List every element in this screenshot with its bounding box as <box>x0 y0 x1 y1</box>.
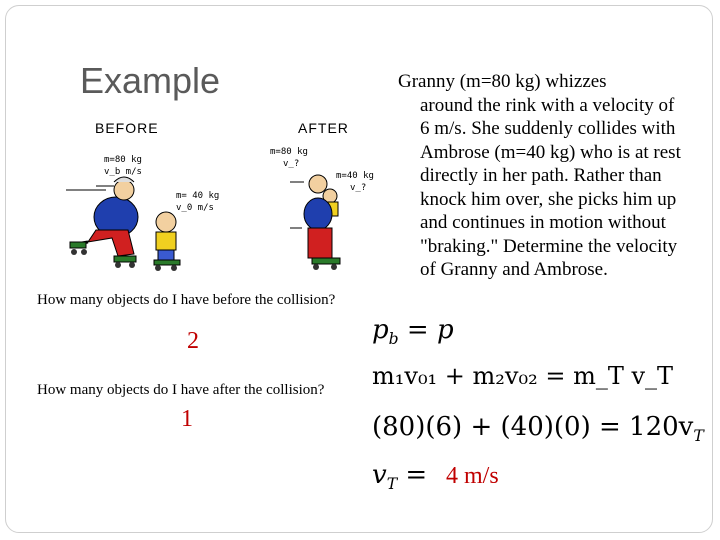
eq4-lhs: v <box>372 460 387 490</box>
granny-skating-illustration <box>66 172 196 272</box>
substituted-equation <box>372 412 704 445</box>
eq4-sub: T <box>386 475 398 494</box>
slide-title: Example <box>80 60 221 101</box>
after-label: AFTER <box>298 120 349 136</box>
momentum-conservation-equation: $p_b = p$ <box>372 315 454 349</box>
problem-body: around the rink with a velocity of 6 m/s. She suddenly collides with Ambrose (m=40 kg) who is at rest directly in her path. Rather than knock him over, she picks him up and continues in motion without "braking." Determine the velocity of Granny and Ambrose. <box>420 94 681 280</box>
expanded-momentum-equation: m₁v₀₁ + m₂v₀₂ = m_T v_T <box>372 362 674 390</box>
after-mass-1: m=80 kg <box>270 147 308 157</box>
final-velocity-equation <box>372 460 427 493</box>
after-mass-2: m=40 kg <box>336 171 374 181</box>
before-granny-velocity: v_b m/s <box>104 167 142 177</box>
answer-after: 1 <box>181 406 193 432</box>
after-velocity-2: v_? <box>350 183 367 193</box>
answer-before: 2 <box>187 328 199 354</box>
problem-first-line: Granny (m=80 kg) whizzes <box>398 71 607 92</box>
eq3-text: (80)(6) + (40)(0) = 120v <box>372 412 694 442</box>
eq4-equals: = <box>405 460 428 490</box>
before-granny-mass: m=80 kg <box>104 155 142 165</box>
before-label: BEFORE <box>95 120 159 136</box>
final-velocity-result: 4 m/s <box>446 463 499 489</box>
after-velocity-1: v_? <box>283 159 300 169</box>
granny-holding-ambrose-illustration <box>290 172 350 272</box>
before-boy-velocity: v_0 m/s <box>176 203 214 213</box>
eq1-lhs: p <box>372 315 389 345</box>
eq1-sub: b <box>388 330 399 349</box>
question-after: How many objects do I have after the collision? <box>37 382 325 398</box>
before-boy-mass: m= 40 kg <box>176 191 220 201</box>
question-before: How many objects do I have before the collision? <box>37 292 336 308</box>
problem-statement <box>398 70 688 282</box>
eq3-sub: T <box>693 427 704 446</box>
eq1-rhs: p <box>436 315 454 345</box>
